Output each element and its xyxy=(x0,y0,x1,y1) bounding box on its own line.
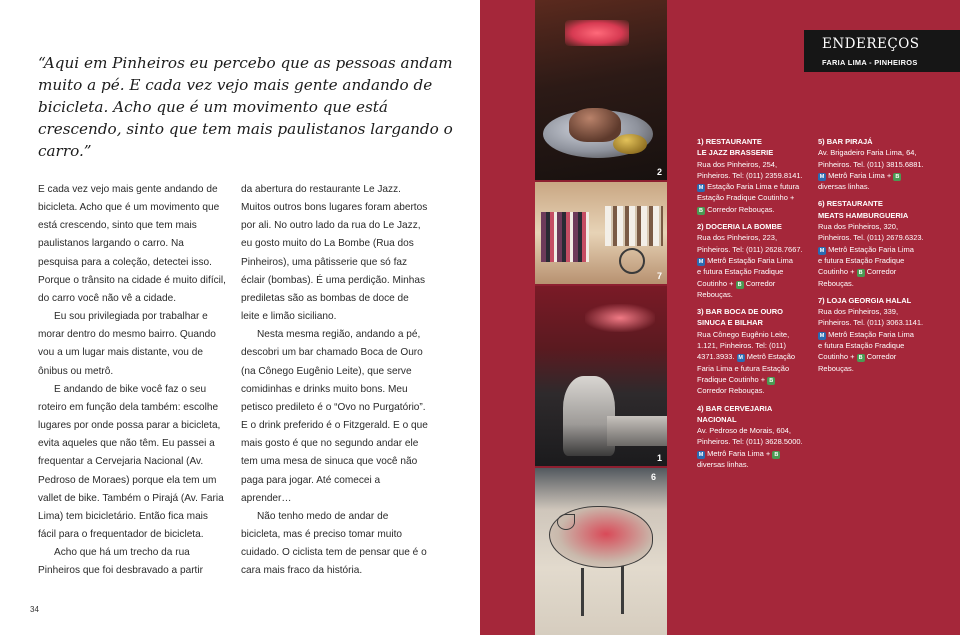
metro-icon: M xyxy=(819,332,825,339)
transit-line: Rebouças. xyxy=(697,289,733,299)
page-number: 34 xyxy=(30,605,39,614)
transit-line: B Corredor Rebouças. xyxy=(699,204,775,214)
address-line: Rua dos Pinheiros, 320, xyxy=(818,222,899,232)
bus-icon: B xyxy=(857,269,865,277)
address-line: Pinheiros. Tel. (011) 2679.6323. xyxy=(818,233,924,243)
metro-icon: M xyxy=(698,258,704,265)
paragraph: da abertura do restaurante Le Jazz. Muitos outros bons lugares foram abertos por ali. No outro lado da rua do Le Jazz, eu gosto muito do La Bombe (Rua dos Pinheiros), uma pâtisserie que só faz éclair (bombas). É uma perdição. Minhas prediletas são as bombas de doce de leite e limão siciliano. xyxy=(241,184,428,323)
clothing-rack xyxy=(605,206,663,246)
paragraph: E andando de bike você faz o seu roteiro em função dela também: escolhe lugares por onde possa parar a bicicleta, evita aqueles que não têm. Eu passei a frequentar a Cervejaria Nacional (Av. Pedroso de Moraes) porque ela tem um vallet de bike. Também o Pirajá (Av. Faria Lima) tem bicicletário. Então fica mais fácil para o frequentador de bicicleta. xyxy=(38,383,224,540)
address-line: Rua dos Pinheiros, 339, xyxy=(818,307,899,317)
venue-name: NACIONAL xyxy=(697,414,737,424)
metro-icon: M xyxy=(819,173,825,180)
transit-line: Estação Fradique Coutinho + xyxy=(697,193,795,203)
paragraph: Não tenho medo de andar de bicicleta, mas é preciso tomar muito cuidado. O ciclista tem de pensar que é o cara mais fraco da história. xyxy=(241,510,427,577)
photo-number: 2 xyxy=(656,167,662,177)
venue-name: 6) RESTAURANTE xyxy=(818,199,883,209)
transit-line: Rebouças. xyxy=(818,278,854,288)
transit-line: 4371.3933. M Metrô Estação xyxy=(697,352,796,362)
bus-icon: B xyxy=(772,451,780,459)
transit-line: M Metrô Faria Lima + B xyxy=(697,448,809,459)
text-column-right xyxy=(241,181,429,580)
address-line: Rua dos Pinheiros, 223, xyxy=(697,233,778,243)
address-line: Pinheiros. Tel: (011) 2628.7667. xyxy=(697,244,803,254)
address-line: Rua dos Pinheiros, 254, xyxy=(697,159,778,169)
venue-name: 3) BAR BOCA DE OURO xyxy=(697,307,783,317)
address-entry xyxy=(697,221,809,300)
venue-name: 1) RESTAURANTE xyxy=(697,137,762,146)
transit-line: Coutinho + B Corredor xyxy=(697,278,776,288)
addresses-subtitle: FARIA LIMA - PINHEIROS xyxy=(822,58,918,67)
address-line: Av. Brigadeiro Faria Lima, 64, xyxy=(818,148,917,158)
transit-line: M Metrô Faria Lima + B xyxy=(818,170,933,181)
transit-line: Coutinho + B Corredor xyxy=(818,352,897,362)
transit-line: e futura Estação Fradique xyxy=(697,267,784,277)
metro-icon: M xyxy=(698,185,704,192)
bus-icon: B xyxy=(697,207,705,215)
address-column-2 xyxy=(818,136,933,380)
photo-strip xyxy=(535,0,667,635)
metro-icon: M xyxy=(738,355,743,362)
address-entry xyxy=(697,403,809,471)
address-entry xyxy=(697,306,809,396)
pull-quote: “Aqui em Pinheiros eu percebo que as pessoas andam muito a pé. E cada vez vejo mais gente andando de bicicleta. Acho que é um movimento que está crescendo, sinto que tem mais paulistanos largando o carro.” xyxy=(38,54,453,160)
venue-name: 2) DOCERIA LA BOMBE xyxy=(697,222,782,232)
addresses-title: ENDEREÇOS xyxy=(822,36,920,52)
bus-icon: B xyxy=(893,173,901,181)
neon-sign xyxy=(585,304,655,332)
address-line: Pinheiros. Tel. (011) 3815.6881. xyxy=(818,159,924,169)
photo-number: 1 xyxy=(656,453,662,463)
venue-name: LE JAZZ BRASSERIE xyxy=(697,148,774,158)
transit-line: diversas linhas. xyxy=(697,460,749,470)
neon-sign xyxy=(565,20,629,46)
bus-icon: B xyxy=(767,377,775,385)
address-entry xyxy=(697,136,809,215)
photo-pig-mural xyxy=(535,468,667,635)
transit-line: e futura Estação Fradique xyxy=(818,341,905,351)
address-line: 1.121, Pinheiros. Tel: (011) xyxy=(697,341,786,351)
transit-line: M Metrô Estação Faria Lima xyxy=(819,329,914,339)
photo-number: 7 xyxy=(656,271,662,281)
clothing-rack xyxy=(541,212,589,262)
transit-line: Rebouças. xyxy=(818,363,854,373)
paragraph: Acho que há um trecho da rua Pinheiros que foi desbravado a partir xyxy=(38,547,203,577)
bus-icon: B xyxy=(857,354,865,362)
photo-restaurant-entrance xyxy=(535,286,667,466)
bus-icon: B xyxy=(736,281,744,289)
pig-leg xyxy=(581,568,584,616)
metro-icon: M xyxy=(819,247,825,254)
venue-name: 4) BAR CERVEJARIA xyxy=(697,403,773,413)
address-entry xyxy=(818,198,933,288)
tables xyxy=(607,416,667,446)
transit-line: diversas linhas. xyxy=(818,182,870,192)
venue-name: MEATS HAMBURGUERIA xyxy=(818,210,909,220)
address-line: Rua Cônego Eugênio Leite, xyxy=(697,329,790,339)
transit-line: Corredor Rebouças. xyxy=(697,386,765,396)
metro-icon: M xyxy=(698,451,704,458)
dessert xyxy=(613,134,647,154)
address-column-1 xyxy=(697,136,809,476)
address-line: Pinheiros. Tel. (011) 3063.1141. xyxy=(818,318,924,328)
photo-clothing-store xyxy=(535,182,667,284)
transit-line: Coutinho + B Corredor xyxy=(818,267,897,277)
transit-line: M Metrô Estação Faria Lima xyxy=(819,244,914,254)
paragraph: Nesta mesma região, andando a pé, descobri um bar chamado Boca de Ouro (na Cônego Eugênio Leite), que serve comidinhas e drinks muito bons. Meu petisco predileto é o “Ovo no Purgatório”. E o drink preferido é o Fitzgerald. E o que mais gosto é que no segundo andar ele tem uma mesa de sinuca que você não paga para jogar. Até comecei a aprender… xyxy=(241,329,428,504)
venue-name: 5) BAR PIRAJÁ xyxy=(818,137,873,146)
bicycle-wheel xyxy=(619,248,645,274)
address-entry xyxy=(818,136,933,192)
transit-line: M Metrô Estação Faria Lima xyxy=(698,255,793,265)
address-line: Av. Pedroso de Morais, 604, xyxy=(697,426,791,436)
address-entry xyxy=(818,295,933,374)
photo-restaurant-dessert xyxy=(535,0,667,180)
transit-line: Faria Lima e futura Estação xyxy=(697,363,790,373)
text-column-left xyxy=(38,181,226,580)
venue-name: 7) LOJA GEORGIA HALAL xyxy=(818,295,912,305)
paragraph: E cada vez vejo mais gente andando de bicicleta. Acho que é um movimento que está crescendo, sinto que tem mais paulistanos largando o carro. Na pesquisa para a coleção, detectei isso. Porque o trânsito na cidade é muito difícil, do carro você não vê a cidade. xyxy=(38,184,226,304)
transit-line: Fradique Coutinho + B xyxy=(697,374,809,385)
address-line: Pinheiros. Tel: (011) 3628.5000. xyxy=(697,437,803,447)
pig-leg xyxy=(621,566,624,614)
transit-line: e futura Estação Fradique xyxy=(818,255,905,265)
dessert xyxy=(569,108,621,142)
transit-line: M Estação Faria Lima e futura xyxy=(698,182,800,192)
venue-name: SINUCA E BILHAR xyxy=(697,318,763,328)
address-line: Pinheiros. Tel: (011) 2359.8141. xyxy=(697,170,803,180)
paragraph: Eu sou privilegiada por trabalhar e morar dentro do mesmo bairro. Quando vou a um lugar mais distante, vou de ônibus ou metrô. xyxy=(38,311,216,377)
photo-number: 6 xyxy=(651,472,657,482)
pig-ear xyxy=(557,514,575,530)
